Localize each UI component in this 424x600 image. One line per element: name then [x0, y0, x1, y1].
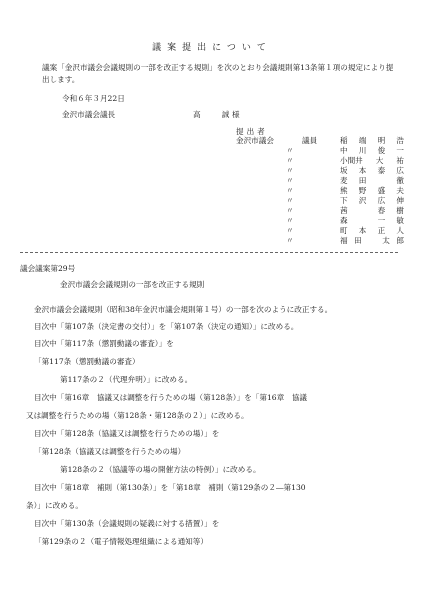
submitter-name: 熊 野 盛 夫: [340, 186, 404, 195]
body-line: 目次中「第16章 協議又は調整を行うための場（第128条）」を「第16章 協議: [34, 393, 308, 402]
bill-title: 金沢市議会会議規則の一部を改正する規則: [60, 280, 205, 289]
ditto-mark: 〃: [286, 206, 294, 215]
submitter-row: [0, 237, 424, 248]
body-line: 目次中「第117条（懲罰動議の審査）」を: [34, 339, 174, 348]
ditto-mark: 〃: [286, 146, 294, 155]
submission-date: 令和６年３月22日: [62, 94, 125, 103]
ditto-mark: 〃: [286, 226, 294, 235]
body-line: 目次中「第130条（会議規則の疑義に対する措置）」を: [34, 519, 220, 528]
submitter-name: 町 本 正 人: [340, 226, 404, 235]
submitter-org: 金沢市議会: [236, 136, 274, 145]
submitter-name: 下 沢 広 伸: [340, 196, 404, 205]
body-line: 「第129条の２（電子情報処理組織による通知等）: [34, 537, 208, 546]
submitter-name: 小間井 大 祐: [340, 156, 404, 165]
ditto-mark: 〃: [286, 186, 294, 195]
submitter-label: 提出者: [236, 127, 268, 136]
ditto-mark: 〃: [286, 166, 294, 175]
body-line: 条）」に改める。: [26, 501, 83, 510]
ditto-mark: 〃: [286, 176, 294, 185]
submitter-name: 坂 本 泰 広: [340, 166, 404, 175]
submitter-name: 中 川 俊 一: [340, 146, 404, 155]
body-line: 目次中「第128条（協議又は調整を行うための場）」を: [34, 429, 220, 438]
body-line: 「第117条（懲罰動議の審査）: [34, 357, 140, 366]
submitter-name: 茜 春 樹: [340, 206, 404, 215]
submitter-role: 議員: [302, 136, 318, 145]
submitter-name: 麦 田 徹: [340, 176, 404, 185]
ditto-mark: 〃: [286, 156, 294, 165]
ditto-mark: 〃: [286, 216, 294, 225]
body-line: 目次中「第107条（決定書の交付）」を「第107条（決定の通知）」に改める。: [34, 322, 299, 331]
addressee-org: 金沢市議会議長: [62, 110, 116, 119]
bill-number: 議会議案第29号: [20, 264, 76, 273]
submitter-name: 福 田 太 郎: [340, 236, 404, 245]
ditto-mark: 〃: [286, 236, 294, 245]
addressee-suffix: 様: [232, 110, 240, 119]
body-line: 金沢市議会会議規則（昭和38年金沢市議会規則第１号）の一部を次のように改正する。: [34, 305, 333, 314]
submitter-name: 森 一 敏: [340, 216, 404, 225]
intro-paragraph: 議案「金沢市議会会議規則の一部を改正する規則」を次のとおり会議規則第13条第１項の規定により提出します。: [42, 63, 394, 84]
body-line: 又は調整を行うための場（第128条・第128条の２）」に改める。: [26, 411, 249, 420]
addressee-name: 高 誠: [193, 110, 232, 119]
submitter-name: 稲 端 明 浩: [340, 136, 404, 145]
dashed-divider: [20, 252, 398, 253]
body-line: 目次中「第18章 補則（第130条）」を「第18章 補則（第129条の２―第130: [34, 483, 306, 492]
body-line: 第128条の２（協議等の場の開催方法の特例）」に改める。: [60, 465, 261, 474]
page-title: 議案提出について: [152, 43, 272, 53]
body-line: 「第128条（協議又は調整を行うための場）: [34, 447, 186, 456]
ditto-mark: 〃: [286, 196, 294, 205]
body-line: 第117条の２（代理弁明）」に改める。: [60, 375, 193, 384]
